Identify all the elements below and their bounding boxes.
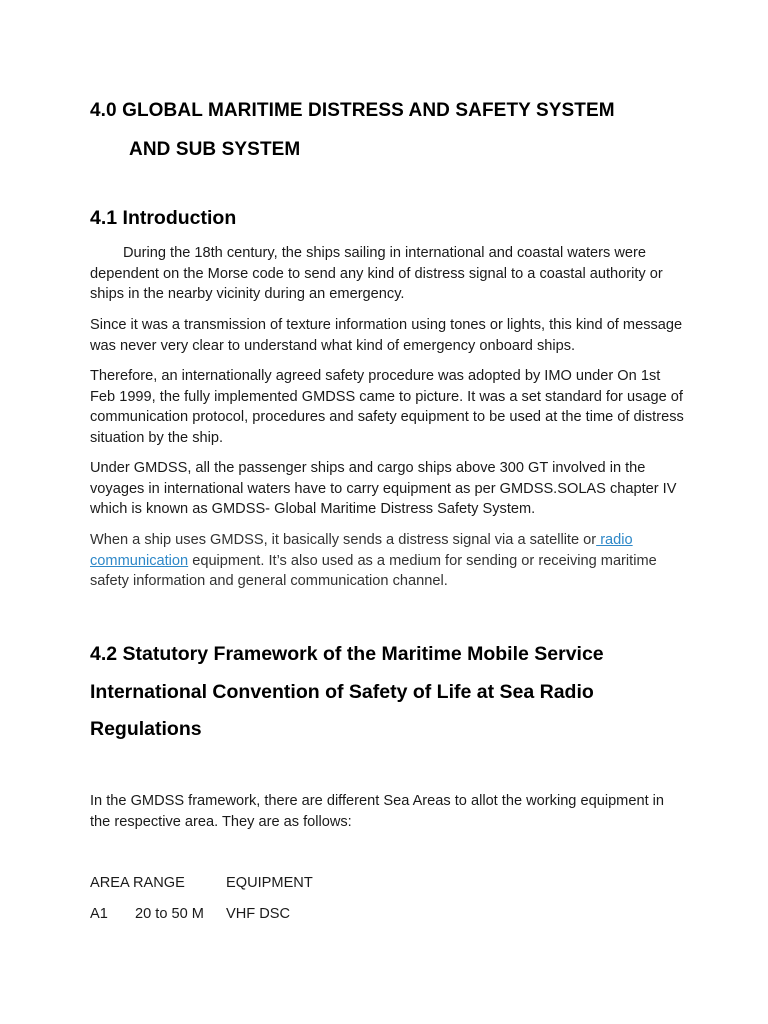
intro-paragraph-3: Therefore, an internationally agreed safety procedure was adopted by IMO under On 1st Feb 1999, the fully implemented GMDSS came to picture. It was a set standard for usage of communication protocol, procedures and safety equipment to be used at the time of distress situation by the ship. xyxy=(90,368,684,446)
intro-paragraph-5-text-before: When a ship uses GMDSS, it basically sends a distress signal via a satellite or xyxy=(90,532,597,548)
intro-paragraph-5-text-after: equipment. It’s also used as a medium for sending or receiving maritime safety information and general communication channel. xyxy=(90,552,657,590)
main-heading-line-1: 4.0 GLOBAL MARITIME DISTRESS AND SAFETY SYSTEM xyxy=(90,100,615,121)
table-cell-equipment: VHF DSC xyxy=(226,906,291,922)
intro-paragraph-4: Under GMDSS, all the passenger ships and cargo ships above 300 GT involved in the voyages in international waters have to carry equipment as per GMDSS.SOLAS chapter IV which is known as GMDSS- Global Maritime Distress Safety System. xyxy=(90,460,677,518)
table-cell-area: A1 xyxy=(90,906,108,922)
main-heading-line-2: AND SUB SYSTEM xyxy=(129,139,301,160)
table-header-area-range: AREA RANGE xyxy=(90,875,185,891)
intro-paragraph-2: Since it was a transmission of texture information using tones or lights, this kind of message was never very clear to understand what kind of emergency onboard ships. xyxy=(90,317,683,354)
radio-communication-link[interactable]: radio communication xyxy=(90,532,633,569)
main-heading xyxy=(90,91,690,169)
intro-paragraph-5 xyxy=(90,530,685,592)
table-cell-range: 20 to 50 M xyxy=(135,906,204,922)
statutory-heading: 4.2 Statutory Framework of the Maritime Mobile Service International Convention of Safety of Life at Sea Radio Regulations xyxy=(90,643,604,740)
intro-heading: 4.1 Introduction xyxy=(90,207,237,229)
statutory-paragraph-1: In the GMDSS framework, there are different Sea Areas to allot the working equipment in the respective area. They are as follows: xyxy=(90,793,665,830)
intro-paragraph-1: During the 18th century, the ships sailing in international and coastal waters were dependent on the Morse code to send any kind of distress signal to a coastal authority or ships in the nearby vicinity during an emergency. xyxy=(90,245,663,303)
table-header-equipment: EQUIPMENT xyxy=(226,875,313,891)
